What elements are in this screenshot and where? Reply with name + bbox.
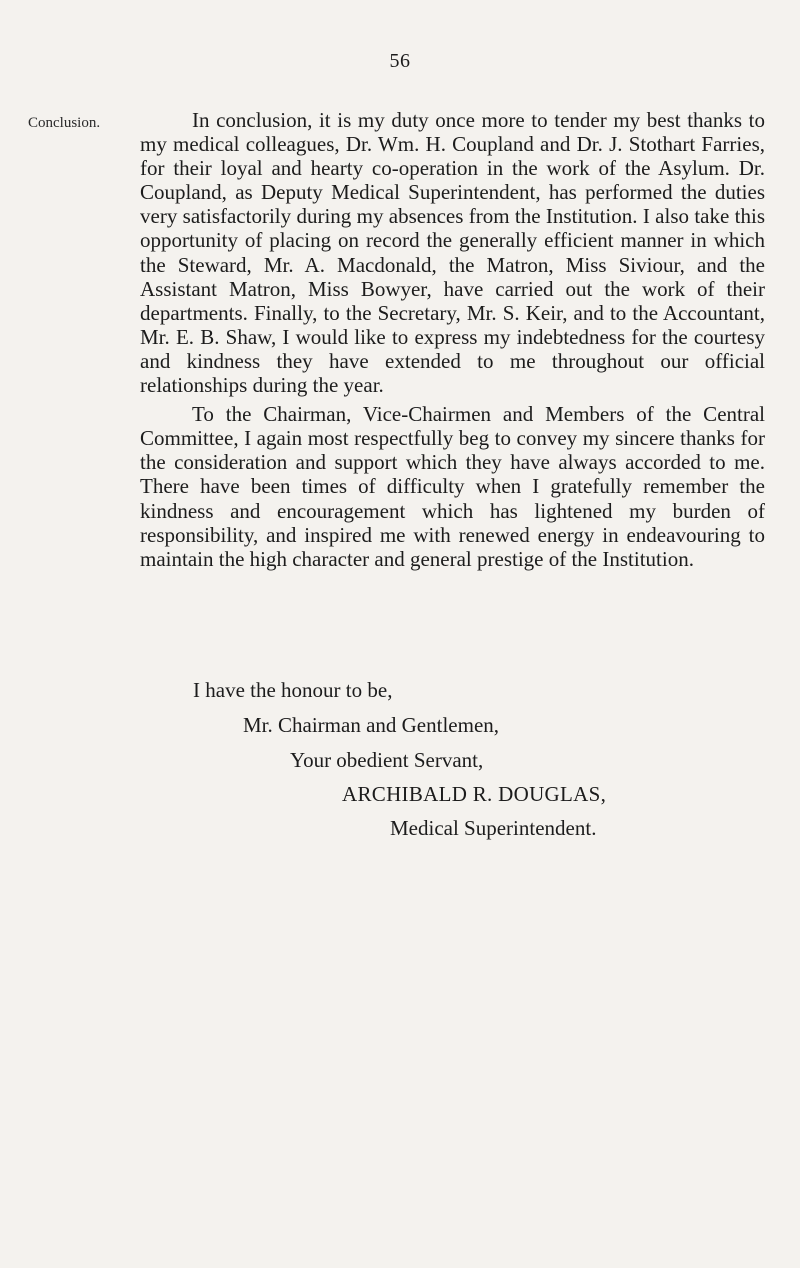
closing-line-servant: Your obedient Servant,: [290, 748, 484, 772]
signature-name: ARCHIBALD R. DOUGLAS,: [342, 782, 607, 806]
page-number: 56: [389, 50, 411, 72]
signature-title: Medical Superintendent.: [390, 816, 597, 840]
paragraph-committee-thanks: To the Chairman, Vice-Chairmen and Members of the Central Committee, I again most respectfully beg to convey my sincere thanks for the consideration and support which they have always accorded to me. There have been times of difficulty when I gratefully remember the kindness and encouragement which has lightened my burden of responsibility, and inspired me with renewed energy in endeavouring to maintain the high character and general prestige of the Institution.: [140, 402, 765, 571]
body-text: [140, 108, 765, 571]
margin-note: Conclusion.: [28, 115, 101, 131]
closing-line-salutation: Mr. Chairman and Gentlemen,: [243, 713, 500, 737]
closing-line-honour: I have the honour to be,: [193, 678, 393, 702]
paragraph-acknowledgements: In conclusion, it is my duty once more to tender my best thanks to my medical colleagues, Dr. Wm. H. Coupland and Dr. J. Stothart Farries, for their loyal and hearty co-operation in the work of the Asylum. Dr. Coupland, as Deputy Medical Superintendent, has performed the duties very satisfactorily during my absences from the Institution. I also take this opportunity of placing on record the generally efficient manner in which the Steward, Mr. A. Macdonald, the Matron, Miss Siviour, and the Assistant Matron, Miss Bowyer, have carried out the work of their departments. Finally, to the Secretary, Mr. S. Keir, and to the Accountant, Mr. E. B. Shaw, I would like to express my indebtedness for the courtesy and kindness they have extended to me throughout our official relationships during the year.: [140, 108, 765, 398]
